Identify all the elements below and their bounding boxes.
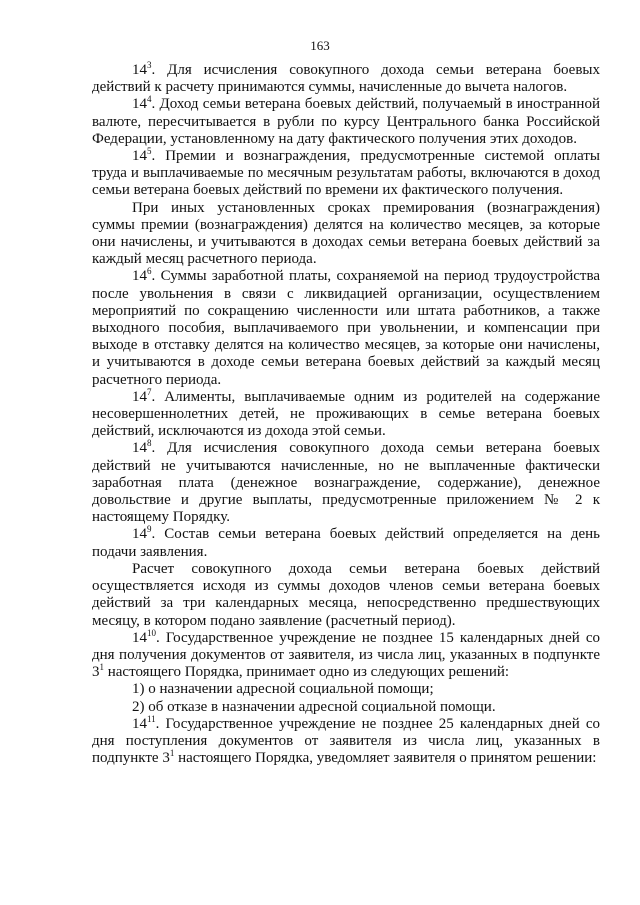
paragraph-premium-distribution bbox=[92, 200, 600, 269]
paragraph-14-9 bbox=[92, 526, 600, 560]
list-item-text: о назначении адресной социальной помощи; bbox=[144, 681, 434, 698]
subclause-reference-superscript: 1 bbox=[99, 662, 104, 673]
clause-superscript: 3 bbox=[147, 60, 152, 70]
paragraph-14-6 bbox=[92, 268, 600, 388]
page-number: 163 bbox=[310, 38, 330, 53]
clause-number: 14 bbox=[132, 388, 147, 405]
clause-number: 14 bbox=[132, 440, 147, 457]
paragraph-text: . Государственное учреждение не позднее 15 календарных дней со дня получения документов от заявителя, из числа лиц, указанных в подпункте 3 bbox=[92, 629, 600, 681]
clause-number: 14 bbox=[132, 526, 147, 543]
clause-superscript: 9 bbox=[147, 524, 152, 535]
paragraph-text: При иных установленных сроках премирования (вознаграждения) суммы премии (вознаграждения) делятся на количество месяцев, за которые они начислены, и учитываются в доходах семьи ветерана боевых действий за каждый месяц расчетного периода. bbox=[92, 199, 600, 268]
paragraph-14-5 bbox=[92, 148, 600, 200]
paragraph-14-3 bbox=[92, 62, 600, 96]
paragraph-text: . Государственное учреждение не позднее 25 календарных дней со дня поступления документов от заявителя из числа лиц, указанных в подпункте 3 bbox=[92, 715, 600, 767]
clause-number: 14 bbox=[132, 715, 147, 732]
clause-number: 14 bbox=[132, 96, 147, 113]
paragraph-text: . Алименты, выплачиваемые одним из родителей на содержание несовершеннолетних детей, не проживающих в семье ветерана боевых действий, исключаются из дохода этой семьи. bbox=[92, 388, 600, 440]
paragraph-text: . Суммы заработной платы, сохраняемой на период трудоустройства после увольнения в связи с ликвидацией организации, осуществлением мероприятий по сокращению численности или штата работников, а также выходного пособия, выплачиваемого при увольнении, и компенсации при выходе в отставку делятся на количество месяцев, за которые они начислены, и учитываются в доходе семьи ветерана боевых действий за каждый месяц расчетного периода. bbox=[92, 268, 600, 388]
paragraph-text: . Для исчисления совокупного дохода семьи ветерана боевых действий не учитываются начисленные, но не выплаченные фактически заработная плата (денежное вознаграждение, содержание), денежное довольствие и другие выплаты, предусмотренные приложением № 2 к настоящему Порядку. bbox=[92, 440, 600, 526]
document-body bbox=[92, 62, 600, 767]
clause-superscript: 11 bbox=[147, 713, 156, 724]
list-marker: 1) bbox=[132, 681, 145, 698]
clause-number: 14 bbox=[132, 148, 147, 165]
paragraph-income-calculation bbox=[92, 561, 600, 630]
clause-superscript: 7 bbox=[147, 386, 152, 397]
clause-superscript: 6 bbox=[147, 266, 152, 277]
paragraph-text: . Доход семьи ветерана боевых действий, получаемый в иностранной валюте, пересчитывается в рубли по курсу Центрального банка Российской Федерации, установленному на дату фактического получения этих доходов. bbox=[92, 96, 600, 147]
list-item bbox=[92, 681, 600, 698]
list-marker: 2) bbox=[132, 698, 145, 715]
clause-superscript: 10 bbox=[147, 627, 156, 638]
paragraph-text: . Состав семьи ветерана боевых действий определяется на день подачи заявления. bbox=[92, 526, 600, 560]
paragraph-14-11 bbox=[92, 713, 600, 768]
paragraph-text: . Премии и вознаграждения, предусмотренные системой оплаты труда и выплачиваемые по месячным результатам работы, включаются в доход семьи ветерана боевых действий по времени их фактического получения. bbox=[92, 148, 600, 199]
paragraph-text-continued: настоящего Порядка, принимает одно из следующих решений: bbox=[104, 664, 510, 681]
subclause-reference-superscript: 1 bbox=[169, 748, 175, 759]
paragraph-text: Расчет совокупного дохода семьи ветерана боевых действий осуществляется исходя из суммы доходов членов семьи ветерана боевых действий за три календарных месяца, непосредственно предшествующих месяцу, в котором подано заявление (расчетный период). bbox=[92, 560, 600, 629]
paragraph-text: . Для исчисления совокупного дохода семьи ветерана боевых действий к расчету принимаются суммы, начисленные до вычета налогов. bbox=[92, 62, 600, 96]
list-item bbox=[92, 699, 600, 716]
paragraph-14-8 bbox=[92, 440, 600, 526]
clause-superscript: 4 bbox=[147, 94, 152, 105]
clause-superscript: 8 bbox=[147, 438, 152, 449]
clause-superscript: 5 bbox=[147, 146, 152, 157]
paragraph-14-4 bbox=[92, 96, 600, 148]
paragraph-14-10 bbox=[92, 627, 600, 682]
paragraph-14-7 bbox=[92, 386, 600, 441]
clause-number: 14 bbox=[132, 62, 147, 78]
clause-number: 14 bbox=[132, 629, 147, 646]
paragraph-text-continued: настоящего Порядка, уведомляет заявителя о принятом решении: bbox=[174, 750, 597, 767]
list-item-text: об отказе в назначении адресной социальной помощи. bbox=[144, 698, 496, 715]
clause-number: 14 bbox=[132, 268, 147, 285]
